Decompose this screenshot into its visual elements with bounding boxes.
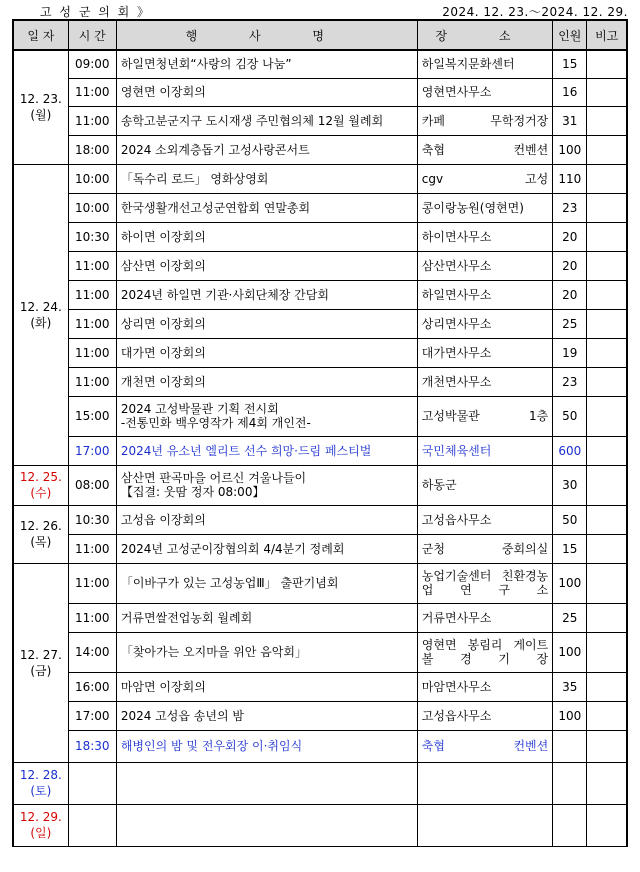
event-name: 「찾아가는 오지마을 위안 음악회」 [116,632,417,672]
header-title: 고 성 군 의 회 》 [40,5,152,19]
event-name: 2024년 고성군이장협의회 4/4분기 정례회 [116,534,417,563]
schedule-row [13,672,627,701]
event-time: 10:30 [68,222,116,251]
event-note [587,603,627,632]
event-note [587,164,627,193]
day-date-cell [13,804,68,846]
event-name: 한국생활개선고성군연합회 연말총회 [116,193,417,222]
schedule-body [13,50,627,846]
schedule-row [13,563,627,603]
event-name: 영현면 이장회의 [116,78,417,106]
schedule-row [13,465,627,505]
event-note [587,672,627,701]
schedule-row [13,367,627,396]
schedule-row [13,534,627,563]
event-time: 10:00 [68,193,116,222]
event-count: 50 [553,505,587,534]
event-time: 11:00 [68,251,116,280]
event-count: 100 [553,632,587,672]
event-time: 11:00 [68,563,116,603]
event-note [587,50,627,78]
event-time: 11:00 [68,78,116,106]
header-row [13,20,627,50]
event-name: 삼산면 판곡마을 어르신 겨울나들이 【집결: 웃땀 정자 08:00】 [116,465,417,505]
day-date: 12. 26. [19,519,62,533]
event-name: 2024 고성박물관 기획 전시회 -전통민화 백우영작가 제4회 개인전- [116,396,417,436]
event-time: 17:00 [68,436,116,465]
schedule-row [13,632,627,672]
event-place: 거류면사무소 [417,603,552,632]
event-name: 대가면 이장회의 [116,338,417,367]
schedule-row [13,106,627,135]
col-header-time: 시 간 [68,20,116,50]
day-date-cell [13,762,68,804]
event-time: 14:00 [68,632,116,672]
day-weekday: (토) [30,784,52,798]
day-weekday: (금) [30,663,52,678]
event-count: 19 [553,338,587,367]
schedule-row [13,280,627,309]
event-note [587,465,627,505]
event-note [587,730,627,762]
event-place: 하동군 [417,465,552,505]
schedule-row [13,338,627,367]
day-weekday: (월) [30,108,52,123]
event-count: 100 [553,563,587,603]
event-place [417,762,552,804]
day-date: 12. 29. [19,810,62,824]
event-name: 해병인의 밤 및 전우회장 이·취임식 [116,730,417,762]
event-count: 50 [553,396,587,436]
event-note [587,563,627,603]
event-count: 23 [553,193,587,222]
event-name: 상리면 이장회의 [116,309,417,338]
event-place: 군청 중회의실 [417,534,552,563]
event-time [68,804,116,846]
event-name: 송학고분군지구 도시재생 주민협의체 12월 월례회 [116,106,417,135]
event-place: 농업기술센터 친환경농 업 연 구 소 [417,563,552,603]
event-note [587,280,627,309]
col-header-date: 일 자 [13,20,68,50]
col-header-place: 장 소 [417,20,552,50]
event-place: 삼산면사무소 [417,251,552,280]
event-note [587,193,627,222]
event-name: 개천면 이장회의 [116,367,417,396]
event-name: 삼산면 이장회의 [116,251,417,280]
day-date: 12. 24. [19,299,62,314]
event-place: 하일복지문화센터 [417,50,552,78]
event-note [587,534,627,563]
event-place: 상리면사무소 [417,309,552,338]
event-place: 영현면사무소 [417,78,552,106]
event-note [587,367,627,396]
event-count: 110 [553,164,587,193]
event-count: 25 [553,603,587,632]
event-name: 2024년 하일면 기관·사회단체장 간담회 [116,280,417,309]
event-place: 고성읍사무소 [417,505,552,534]
event-name: 2024년 유소년 엘리트 선수 희망·드림 페스티벌 [116,436,417,465]
schedule-row [13,193,627,222]
schedule-row [13,309,627,338]
day-date-cell [13,50,68,164]
event-count: 600 [553,436,587,465]
event-name: 하이면 이장회의 [116,222,417,251]
schedule-row [13,701,627,730]
event-time: 17:00 [68,701,116,730]
schedule-row [13,78,627,106]
event-time: 11:00 [68,309,116,338]
schedule-row [13,505,627,534]
event-name: 2024 고성읍 송년의 밤 [116,701,417,730]
event-count [553,730,587,762]
event-count: 35 [553,672,587,701]
event-place: 축협 컨벤션 [417,730,552,762]
event-count: 15 [553,534,587,563]
event-time: 11:00 [68,338,116,367]
event-place: 영현면 봉림리 게이트 볼 경 기 장 [417,632,552,672]
event-note [587,701,627,730]
page-header [0,2,640,20]
schedule-row [13,730,627,762]
event-place: cgv 고성 [417,164,552,193]
event-note [587,632,627,672]
schedule-row [13,436,627,465]
day-date: 12. 27. [19,647,62,662]
event-name [116,762,417,804]
event-name: 고성읍 이장회의 [116,505,417,534]
event-place: 국민체육센터 [417,436,552,465]
event-note [587,505,627,534]
schedule-row [13,762,627,804]
event-count: 100 [553,701,587,730]
event-count [553,804,587,846]
schedule-table [12,19,628,847]
event-name [116,804,417,846]
col-header-event: 행 사 명 [116,20,417,50]
event-place: 고성읍사무소 [417,701,552,730]
event-time: 11:00 [68,106,116,135]
event-note [587,396,627,436]
event-place: 축협 컨벤션 [417,135,552,164]
schedule-row [13,251,627,280]
day-date-cell [13,465,68,505]
day-weekday: (일) [30,826,52,840]
day-weekday: (화) [30,315,52,330]
event-time [68,762,116,804]
event-count: 20 [553,280,587,309]
event-place: 개천면사무소 [417,367,552,396]
schedule-row [13,50,627,78]
event-count: 100 [553,135,587,164]
event-name: 하일면청년회“사랑의 김장 나눔” [116,50,417,78]
day-weekday: (목) [30,535,52,549]
event-time: 11:00 [68,367,116,396]
event-time: 11:00 [68,603,116,632]
event-place: 하이면사무소 [417,222,552,251]
col-header-count: 인원 [553,20,587,50]
event-count: 23 [553,367,587,396]
event-note [587,251,627,280]
event-count: 20 [553,251,587,280]
event-count: 20 [553,222,587,251]
event-count [553,762,587,804]
event-count: 16 [553,78,587,106]
schedule-row [13,603,627,632]
event-note [587,338,627,367]
event-place: 고성박물관 1층 [417,396,552,436]
event-time: 16:00 [68,672,116,701]
schedule-row [13,804,627,846]
event-note [587,762,627,804]
schedule-row [13,164,627,193]
event-name: 거류면쌀전업농회 월례회 [116,603,417,632]
event-place [417,804,552,846]
event-count: 25 [553,309,587,338]
event-time: 11:00 [68,534,116,563]
event-note [587,804,627,846]
event-time: 10:30 [68,505,116,534]
event-place: 대가면사무소 [417,338,552,367]
day-date-cell [13,563,68,762]
event-time: 11:00 [68,280,116,309]
event-place: 하일면사무소 [417,280,552,309]
schedule-row [13,135,627,164]
event-note [587,436,627,465]
event-time: 08:00 [68,465,116,505]
event-note [587,309,627,338]
event-name: 「독수리 로드」 영화상영회 [116,164,417,193]
event-time: 10:00 [68,164,116,193]
event-note [587,106,627,135]
event-place: 카페 무학정거장 [417,106,552,135]
event-time: 18:00 [68,135,116,164]
day-date: 12. 28. [19,768,62,782]
event-note [587,78,627,106]
event-note [587,135,627,164]
event-count: 30 [553,465,587,505]
col-header-note: 비고 [587,20,627,50]
event-time: 18:30 [68,730,116,762]
event-note [587,222,627,251]
day-date: 12. 23. [19,92,62,107]
day-date-cell [13,164,68,465]
event-name: 2024 소외계층돕기 고성사랑콘서트 [116,135,417,164]
schedule-row [13,396,627,436]
day-date-cell [13,505,68,563]
schedule-row [13,222,627,251]
event-name: 마암면 이장회의 [116,672,417,701]
event-time: 09:00 [68,50,116,78]
event-place: 콩이랑농원(영현면) [417,193,552,222]
day-weekday: (수) [30,486,52,500]
header-period: 2024. 12. 23.～2024. 12. 29. [442,5,628,19]
event-name: 「이바구가 있는 고성농업Ⅲ」 출판기념회 [116,563,417,603]
day-date: 12. 25. [19,470,62,484]
event-place: 마암면사무소 [417,672,552,701]
event-time: 15:00 [68,396,116,436]
event-count: 31 [553,106,587,135]
event-count: 15 [553,50,587,78]
